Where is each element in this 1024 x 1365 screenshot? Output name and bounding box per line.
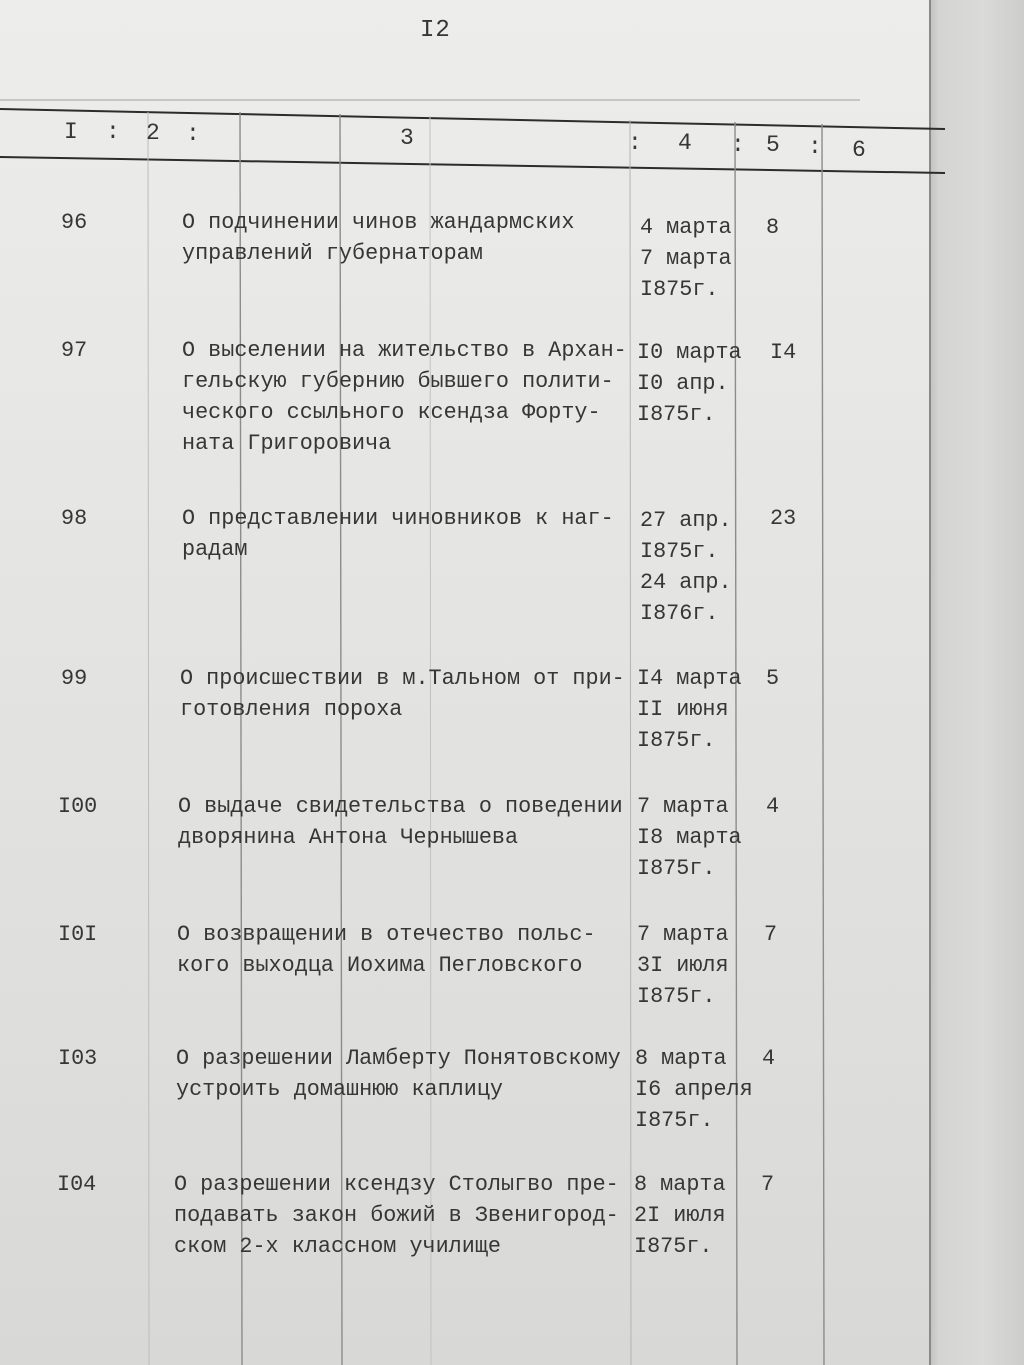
column-header-4: 4	[678, 130, 692, 156]
row-title	[178, 791, 623, 853]
row-date-line: I875г.	[637, 984, 716, 1009]
row-dates	[634, 1169, 726, 1262]
table-row	[0, 1169, 930, 1299]
column-header-separator: :	[186, 121, 200, 147]
row-title-line: О возвращении в отечество польс-	[177, 922, 596, 947]
row-title-line: готовления пороха	[180, 697, 403, 722]
row-sheet-count: 7	[764, 922, 778, 947]
row-date-line: I6 апреля	[635, 1077, 753, 1102]
column-header-1: I	[64, 119, 78, 145]
column-header-6: 6	[852, 137, 866, 163]
row-number: I0I	[58, 922, 98, 947]
row-dates	[637, 791, 742, 884]
row-date-line: I876г.	[640, 601, 719, 626]
row-title-line: О представлении чиновников к наг-	[182, 506, 614, 531]
row-title-line: управлений губернаторам	[182, 241, 483, 266]
row-title-line: ната Григоровича	[182, 431, 392, 456]
header-rule-top	[0, 109, 945, 129]
row-date-line: 7 марта	[640, 246, 732, 271]
row-title-line: дворянина Антона Чернышева	[178, 825, 519, 850]
table-row	[0, 503, 930, 633]
row-title-line: устроить домашнюю каплицу	[176, 1077, 504, 1102]
row-title-line: гельскую губернию бывшего полити-	[182, 369, 614, 394]
row-title-line: радам	[182, 537, 248, 562]
row-dates	[637, 337, 742, 430]
row-title-line: О разрешении ксендзу Столыгво пре-	[174, 1172, 619, 1197]
row-title-line: подавать закон божий в Звенигород-	[174, 1203, 619, 1228]
column-header-separator: :	[106, 119, 120, 145]
row-sheet-count: 23	[770, 506, 797, 531]
row-title-line: кого выходца Иохима Пегловского	[177, 953, 583, 978]
row-date-line: 7 марта	[637, 922, 729, 947]
row-date-line: I875г.	[635, 1108, 714, 1133]
row-title	[182, 503, 614, 565]
row-sheet-count: 4	[762, 1046, 776, 1071]
table-row	[0, 663, 930, 793]
column-header-separator: :	[808, 134, 822, 160]
row-title-line: О происшествии в м.Тальном от при-	[180, 666, 625, 691]
row-number: I04	[57, 1172, 97, 1197]
row-sheet-count: 5	[766, 666, 780, 691]
row-sheet-count: 8	[766, 215, 780, 240]
row-date-line: I0 марта	[637, 340, 742, 365]
row-title-line: ском 2-х классном училище	[174, 1234, 502, 1259]
column-header-3: 3	[400, 125, 414, 151]
row-sheet-count: 4	[766, 794, 780, 819]
column-header-separator: :	[731, 132, 745, 158]
table-row	[0, 791, 930, 921]
row-date-line: 8 марта	[635, 1046, 727, 1071]
row-date-line: I4 марта	[637, 666, 742, 691]
row-date-line: I875г.	[640, 277, 719, 302]
row-title	[177, 919, 596, 981]
row-date-line: I0 апр.	[637, 371, 729, 396]
row-date-line: 8 марта	[634, 1172, 726, 1197]
row-date-line: 3I июля	[637, 953, 729, 978]
row-number: 96	[61, 210, 88, 235]
row-date-line: I875г.	[637, 728, 716, 753]
row-date-line: 27 апр.	[640, 508, 732, 533]
row-date-line: 24 апр.	[640, 570, 732, 595]
header-rule-bottom	[0, 157, 945, 173]
row-date-line: I875г.	[640, 539, 719, 564]
row-sheet-count: I4	[770, 340, 797, 365]
table-row	[0, 207, 930, 337]
row-dates	[640, 212, 732, 305]
row-title	[180, 663, 625, 725]
row-title	[182, 207, 574, 269]
column-header-2: 2	[146, 120, 160, 146]
row-title-line: О подчинении чинов жандармских	[182, 210, 575, 235]
row-title	[182, 335, 627, 459]
row-number: 97	[61, 338, 88, 363]
row-sheet-count: 7	[761, 1172, 775, 1197]
row-date-line: I875г.	[637, 856, 716, 881]
row-number: I00	[58, 794, 98, 819]
row-title	[176, 1043, 621, 1105]
row-date-line: 7 марта	[637, 794, 729, 819]
row-number: I03	[58, 1046, 98, 1071]
column-header-5: 5	[766, 132, 780, 158]
row-dates	[637, 919, 729, 1012]
row-title-line: О разрешении Ламберту Понятовскому	[176, 1046, 621, 1071]
row-date-line: I875г.	[637, 402, 716, 427]
row-date-line: 4 марта	[640, 215, 732, 240]
page-number: I2	[420, 17, 451, 44]
table-row	[0, 1043, 930, 1173]
row-number: 99	[61, 666, 88, 691]
row-number: 98	[61, 506, 88, 531]
row-title	[174, 1169, 619, 1262]
column-header-separator: :	[628, 130, 642, 156]
row-title-line: ческого ссыльного ксендза Форту-	[182, 400, 601, 425]
row-title-line: О выселении на жительство в Архан-	[182, 338, 627, 363]
row-dates	[635, 1043, 753, 1136]
table-row	[0, 335, 930, 465]
row-dates	[640, 505, 732, 629]
row-date-line: I8 марта	[637, 825, 742, 850]
row-date-line: 2I июля	[634, 1203, 726, 1228]
row-dates	[637, 663, 742, 756]
row-date-line: I875г.	[634, 1234, 713, 1259]
table-row	[0, 919, 930, 1049]
row-date-line: II июня	[637, 697, 729, 722]
row-title-line: О выдаче свидетельства о поведении	[178, 794, 623, 819]
